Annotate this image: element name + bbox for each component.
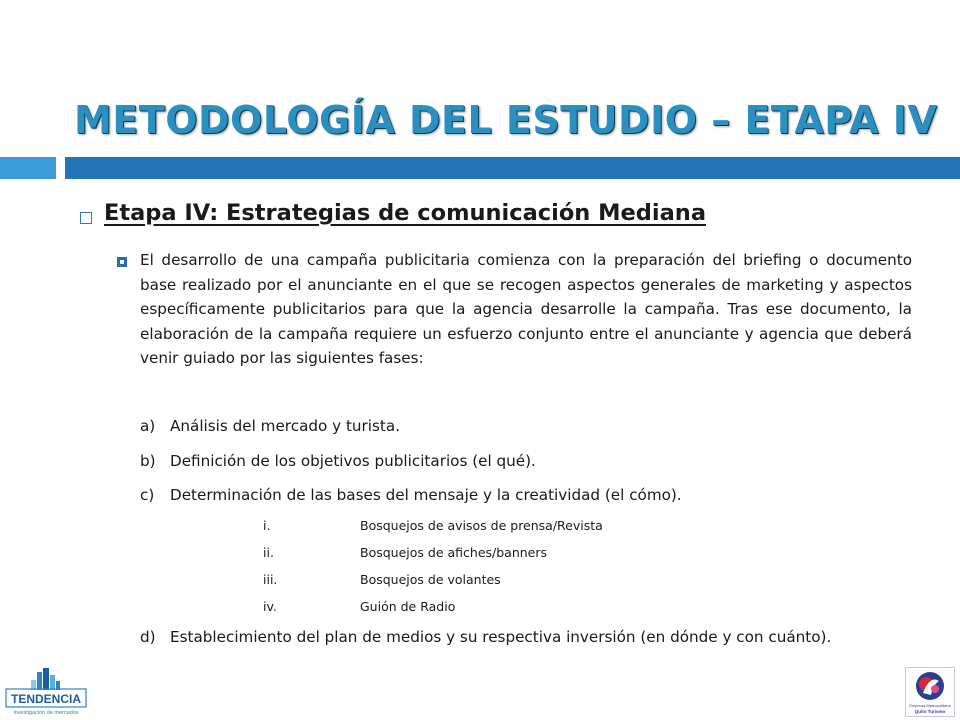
list-item-label: b) bbox=[140, 452, 156, 470]
slide-title: METODOLOGÍA DEL ESTUDIO – ETAPA IV bbox=[74, 98, 938, 142]
list-item-label: a) bbox=[140, 417, 156, 435]
list-item-text: Establecimiento del plan de medios y su respectiva inversión (en dónde y con cuánto). bbox=[170, 628, 832, 646]
list-item bbox=[140, 417, 400, 435]
list-item bbox=[140, 628, 831, 646]
sub-list-item-text: Bosquejos de afiches/banners bbox=[360, 545, 548, 560]
list-item bbox=[140, 486, 682, 504]
svg-text:investigación de mercados: investigación de mercados bbox=[13, 710, 79, 716]
square-bullet-icon bbox=[80, 212, 92, 224]
quito-turismo-logo bbox=[905, 667, 955, 717]
accent-bar-left bbox=[0, 157, 56, 179]
sub-list-item-text: Guión de Radio bbox=[360, 599, 456, 614]
svg-text:Quito Turismo: Quito Turismo bbox=[914, 709, 946, 714]
square-bullet-small-icon bbox=[117, 257, 127, 267]
sub-list-item-label: iii. bbox=[263, 572, 278, 587]
sub-list-item-text: Bosquejos de avisos de prensa/Revista bbox=[360, 518, 603, 533]
list-item bbox=[140, 452, 536, 470]
accent-bar bbox=[65, 157, 960, 179]
sub-list-item-label: iv. bbox=[263, 599, 277, 614]
list-item-label: d) bbox=[140, 628, 156, 646]
sub-list-item bbox=[263, 545, 547, 560]
body-paragraph: El desarrollo de una campaña publicitaria comienza con la preparación del briefing o documento base realizado por el anunciante en el que se recogen aspectos generales de marketing y aspectos específicamente publicitarios para que la agencia desarrolle la campaña. Tras ese documento, la elaboración de la campaña requiere un esfuerzo conjunto entre el anunciante y agencia que deberá venir guiado por las siguientes fases: bbox=[140, 251, 912, 367]
sub-list-item-label: i. bbox=[263, 518, 271, 533]
sub-list-item bbox=[263, 518, 603, 533]
section-heading: Etapa IV: Estrategias de comunicación Mediana bbox=[104, 200, 706, 226]
svg-text:Empresa Metropolitana: Empresa Metropolitana bbox=[909, 703, 951, 708]
list-item-text: Determinación de las bases del mensaje y la creatividad (el cómo). bbox=[170, 486, 682, 504]
svg-text:TENDENCIA: TENDENCIA bbox=[10, 692, 82, 706]
tendencia-logo bbox=[4, 668, 88, 718]
sub-list-item bbox=[263, 599, 455, 614]
list-item-text: Definición de los objetivos publicitarios (el qué). bbox=[170, 452, 536, 470]
sub-list-item-text: Bosquejos de volantes bbox=[360, 572, 501, 587]
sub-list-item bbox=[263, 572, 501, 587]
list-item-label: c) bbox=[140, 486, 155, 504]
list-item-text: Análisis del mercado y turista. bbox=[170, 417, 400, 435]
sub-list-item-label: ii. bbox=[263, 545, 274, 560]
